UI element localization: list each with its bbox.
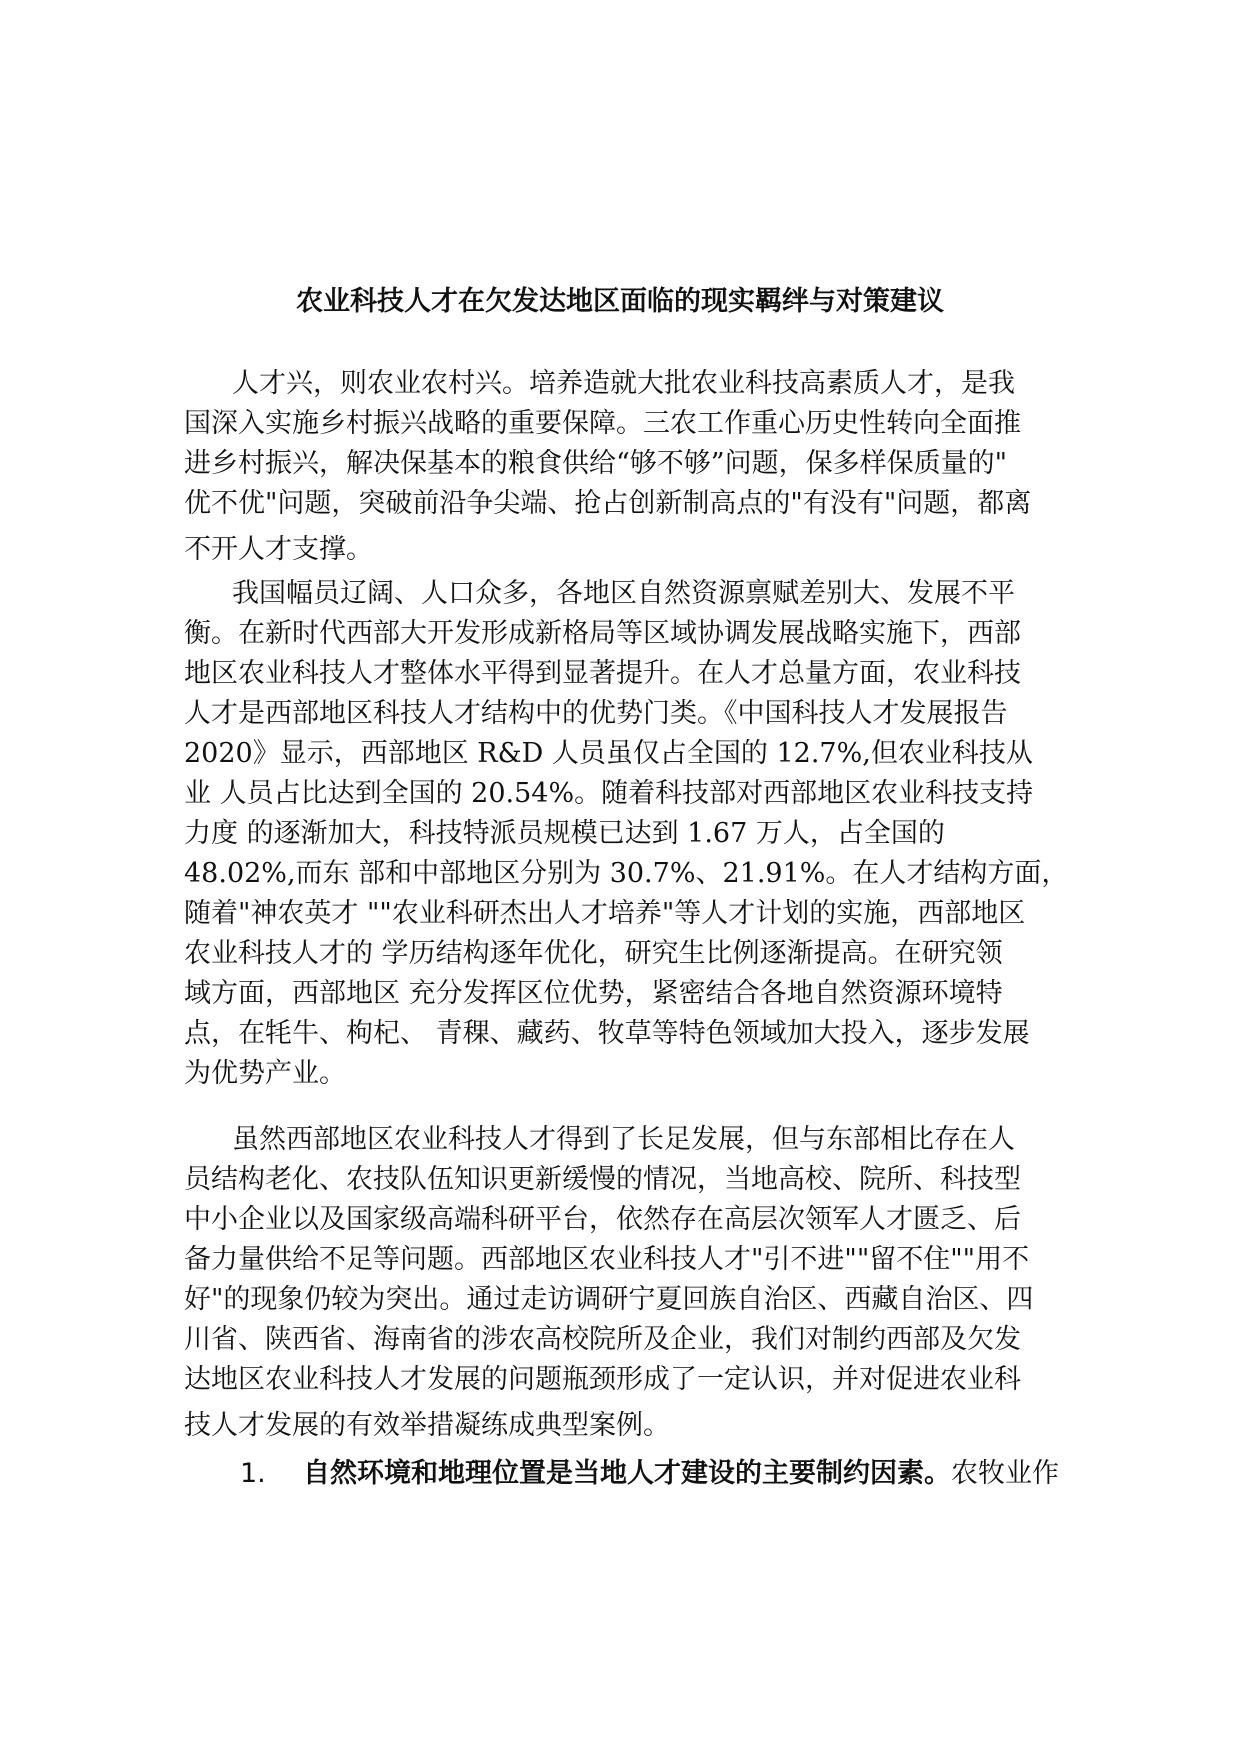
paragraph-line: 川省、陕西省、海南省的涉农高校院所及企业，我们对制约西部及欠发	[184, 1324, 1021, 1355]
paragraph-line: 优不优"问题，突破前沿争尖端、抢占创新制高点的"有没有"问题，都离	[184, 488, 1032, 519]
paragraph-line: 48.02%,而东 部和中部地区分别为 30.7%、21.91%。在人才结构方面，	[184, 858, 1069, 889]
paragraph-line: 人才是西部地区科技人才结构中的优势门类。《中国科技人才发展报告	[184, 698, 1008, 729]
paragraph-line: 员结构老化、农技队伍知识更新缓慢的情况，当地高校、院所、科技型	[184, 1164, 1021, 1195]
list-item-text: 农牧业作	[950, 1458, 1059, 1489]
list-item-number: 1.	[240, 1458, 266, 1489]
paragraph-line: 域方面，西部地区 充分发挥区位优势，紧密结合各地自然资源环境特	[184, 978, 1003, 1009]
paragraph-line: 2020》显示，西部地区 R&D 人员虽仅占全国的 12.7%,但农业科技从	[184, 738, 1033, 769]
paragraph-line: 地区农业科技人才整体水平得到显著提升。在人才总量方面，农业科技	[184, 658, 1021, 689]
paragraph-line: 进乡村振兴，解决保基本的粮食供给“够不够”问题，保多样保质量的"	[184, 448, 1008, 479]
paragraph-line: 中小企业以及国家级高端科研平台，依然存在高层次领军人才匮乏、后	[184, 1204, 1021, 1235]
paragraph-line: 达地区农业科技人才发展的问题瓶颈形成了一定认识，并对促进农业科	[184, 1364, 1021, 1395]
paragraph-line: 我国幅员辽阔、人口众多，各地区自然资源禀赋差别大、发展不平	[232, 578, 1015, 609]
paragraph-line: 农业科技人才的 学历结构逐年优化，研究生比例逐渐提高。在研究领	[184, 938, 1003, 969]
list-item-heading: 自然环境和地理位置是当地人才建设的主要制约因素。	[302, 1458, 951, 1489]
paragraph-line: 国深入实施乡村振兴战略的重要保障。三农工作重心历史性转向全面推	[184, 408, 1021, 439]
paragraph-line: 好"的现象仍较为突出。通过走访调研宁夏回族自治区、西藏自治区、四	[184, 1284, 1034, 1315]
paragraph-line: 不开人才支撑。	[184, 534, 373, 565]
paragraph-line: 随着"神农英才 ""农业科研杰出人才培养"等人才计划的实施，西部地区	[184, 898, 1026, 929]
paragraph-line: 点，在牦牛、枸杞、 青稞、藏药、牧草等特色领域加大投入，逐步发展	[184, 1018, 1030, 1049]
paragraph-line: 业 人员占比达到全国的 20.54%。随着科技部对西部地区农业科技支持	[184, 778, 1034, 809]
paragraph-line: 技人才发展的有效举措凝练成典型案例。	[184, 1410, 670, 1441]
paragraph-line: 力度 的逐渐加大，科技特派员规模已达到 1.67 万人，占全国的	[184, 818, 945, 849]
paragraph-line: 虽然西部地区农业科技人才得到了长足发展，但与东部相比存在人	[232, 1124, 1015, 1155]
paragraph-line: 衡。在新时代西部大开发形成新格局等区域协调发展战略实施下，西部	[184, 618, 1021, 649]
paragraph-line: 人才兴，则农业农村兴。培养造就大批农业科技高素质人才，是我	[232, 368, 1015, 399]
paragraph-line: 备力量供给不足等问题。西部地区农业科技人才"引不进""留不住""用不	[184, 1244, 1030, 1275]
paragraph-line: 为优势产业。	[184, 1058, 346, 1089]
list-item	[240, 1454, 1059, 1494]
document-title: 农业科技人才在欠发达地区面临的现实羁绊与对策建议	[296, 286, 944, 317]
